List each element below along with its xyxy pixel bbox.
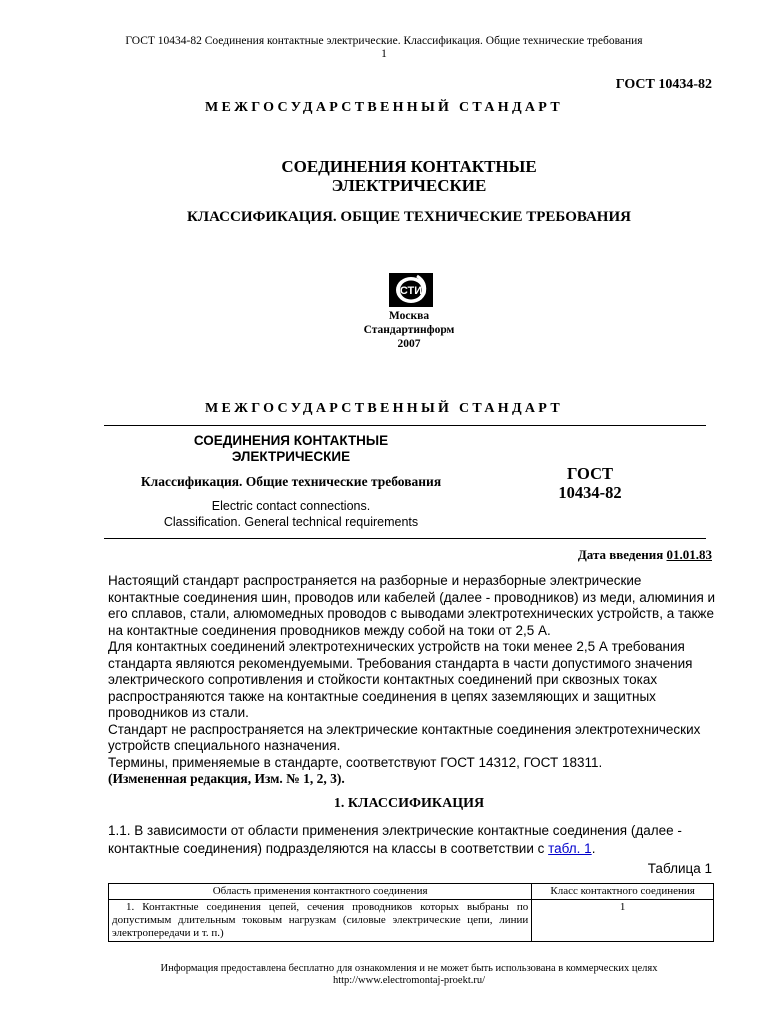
logo-text: СТИ [399, 285, 423, 297]
gost-code: 10434-82 [558, 483, 622, 502]
column-header-class: Класс контактного соединения [532, 884, 714, 900]
page-number: 1 [381, 48, 387, 60]
body-paragraph: Термины, применяемые в стандарте, соответствуют ГОСТ 14312, ГОСТ 18311. [108, 754, 603, 770]
english-title-line2: Classification. General technical requirements [163, 515, 419, 529]
date-label: Дата введения [577, 547, 664, 562]
column-header-area: Область применения контактного соединения [109, 884, 532, 900]
gost-label: ГОСТ [566, 464, 614, 483]
footer-url[interactable]: http://www.electromontaj-proekt.ru/ [332, 975, 486, 986]
standards-logo-icon [388, 272, 434, 308]
table-cell-class: 1 [532, 900, 714, 942]
body-paragraph: Стандарт не распространяется на электрические контактные соединения электротехнических устройств специального назначения. [108, 721, 701, 753]
running-header [0, 35, 768, 61]
amendment-note: (Измененная редакция, Изм. № 1, 2, 3). [108, 771, 345, 786]
publisher-city: Москва [388, 310, 430, 322]
cover-standard-type: МЕЖГОСУДАРСТВЕННЫЙ СТАНДАРТ [205, 100, 563, 115]
introduction-date [578, 547, 712, 563]
publisher-name: Стандартинформ [363, 324, 455, 336]
page-footer [0, 963, 768, 987]
cover-title-line1: СОЕДИНЕНИЯ КОНТАКТНЫЕ [281, 157, 537, 176]
title-block-line2: ЭЛЕКТРИЧЕСКИЕ [231, 449, 351, 464]
publisher-block [0, 309, 768, 351]
cover-gost-number: ГОСТ 10434-82 [615, 77, 712, 92]
body-text [108, 573, 716, 788]
title-block-title [140, 433, 442, 465]
section-heading: 1. КЛАССИФИКАЦИЯ [333, 796, 485, 811]
title-block-line1: СОЕДИНЕНИЯ КОНТАКТНЫЕ [193, 433, 389, 448]
title-block-gost [520, 464, 660, 502]
table-row [109, 900, 714, 942]
clause-text: 1.1. В зависимости от области применения электрические контактные соединения (далее - контактные соединения) подразделяются на классы в соответствии с [108, 823, 682, 856]
title-block-subtitle: Классификация. Общие технические требования [140, 474, 442, 489]
title-block-bottom-rule [104, 538, 706, 539]
title-block-top-rule [104, 425, 706, 426]
title-block-standard-type: МЕЖГОСУДАРСТВЕННЫЙ СТАНДАРТ [205, 401, 563, 416]
english-title-line1: Electric contact connections. [211, 499, 371, 513]
cover-title [0, 157, 768, 195]
body-paragraph: Для контактных соединений электротехнических устройств на токи менее 2,5 А требования стандарта являются рекомендуемыми. Требования стандарта в части допустимого значения электрического сопротивления и стойкости контактных соединений при сквозных токах распространяются также на контактные соединения в цепях заземляющих и защитных проводников из стали. [108, 639, 693, 720]
running-title: ГОСТ 10434-82 Соединения контактные электрические. Классификация. Общие технические требования [125, 35, 643, 47]
title-block-english [110, 498, 472, 530]
table-header-row [109, 884, 714, 900]
table-cell-area: 1. Контактные соединения цепей, сечения проводников которых выбраны по допустимым длительным токовым нагрузкам (силовые электрические цепи, линии электропередачи и т. п.) [109, 900, 532, 942]
cover-title-line2: ЭЛЕКТРИЧЕСКИЕ [331, 176, 487, 195]
clause-end: . [591, 841, 596, 856]
footer-notice: Информация предоставлена бесплатно для ознакомления и не может быть использована в коммерческих целях [160, 963, 658, 974]
cover-subtitle: КЛАССИФИКАЦИЯ. ОБЩИЕ ТЕХНИЧЕСКИЕ ТРЕБОВАНИЯ [187, 209, 631, 225]
table-caption: Таблица 1 [647, 861, 712, 876]
body-paragraph: Настоящий стандарт распространяется на разборные и неразборные электрические контактные соединения шин, проводов или кабелей (далее - проводников) из меди, алюминия и его сплавов, стали, алюмомедных проводов с выводами электротехнических устройств, а также на контактные соединения проводников между собой на токи от 2,5 А. [108, 573, 716, 638]
clause-1-1 [108, 822, 716, 858]
classification-table [108, 883, 714, 942]
date-value: 01.01.83 [666, 547, 712, 562]
table-1-link[interactable]: табл. 1 [548, 841, 592, 856]
publication-year: 2007 [397, 338, 421, 350]
